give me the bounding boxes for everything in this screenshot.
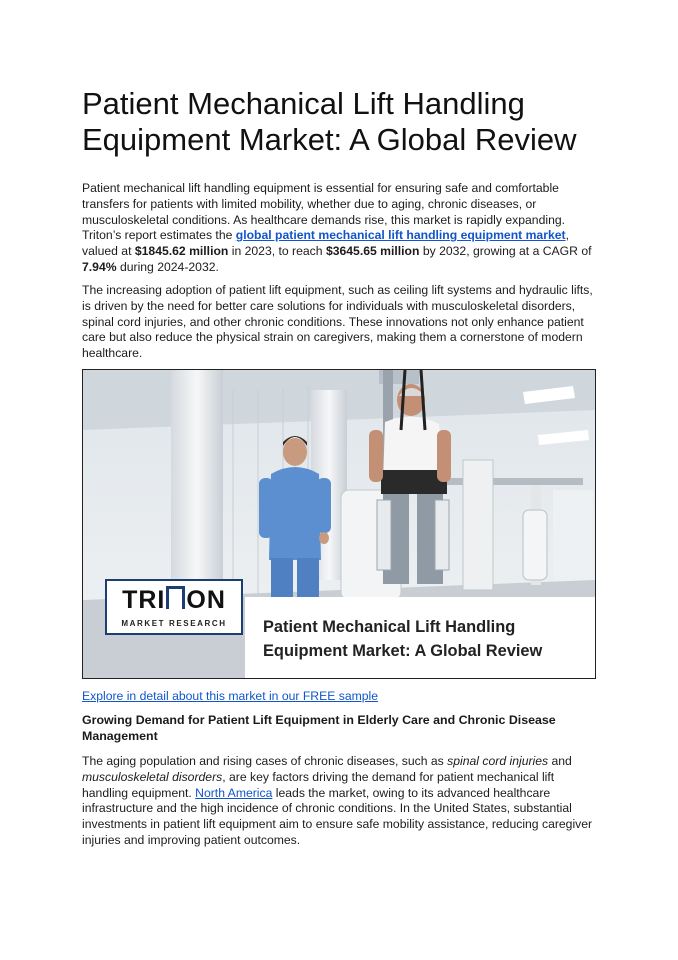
- adoption-paragraph: The increasing adoption of patient lift equipment, such as ceiling lift systems and hydraulic lifts, is driven by the need for better care solutions for individuals with musculoskeletal disorders, spinal cord injuries, and other chronic conditions. These innovations not only enhance patient care but also reduce the physical strain on caregivers, making them a cornerstone of modern healthcare.: [82, 283, 593, 361]
- spinal-cord-injuries: spinal cord injuries: [447, 754, 549, 768]
- logo-wordmark: TRI ON: [122, 586, 226, 614]
- global-market-link[interactable]: global patient mechanical lift handling equipment market: [235, 228, 566, 243]
- musculoskeletal-disorders: musculoskeletal disorders: [82, 769, 223, 784]
- demand-text-3: , are key factors driving the demand for patient mechanical lift handling equipment.: [82, 769, 555, 800]
- north-america-link[interactable]: North America: [195, 785, 273, 800]
- hero-image: [82, 369, 596, 679]
- cagr-value: 7.94%: [82, 259, 117, 274]
- free-sample-link[interactable]: Explore in detail about this market in our FREE sample: [82, 689, 379, 703]
- logo-tower-mark: [166, 586, 185, 609]
- demand-paragraph: [82, 754, 596, 849]
- demand-text-2: and: [548, 754, 572, 768]
- intro-text-1: Patient mechanical lift handling equipment is essential for ensuring safe and comfortable transfers for patients with limited mobility, whether due to aging, chronic diseases, or musculoskeletal conditions. As healthcare demands rise, this market is rapidly expanding. Triton’s report estimates the: [82, 181, 566, 243]
- value-2032: $3645.65 million: [325, 244, 420, 259]
- intro-text-3: in 2023, to reach: [228, 244, 326, 259]
- banner-line-2: Equipment Market: A Global Review: [263, 642, 543, 660]
- hero-caption-banner: [245, 597, 595, 678]
- section-heading: Growing Demand for Patient Lift Equipment in Elderly Care and Chronic Disease Management: [82, 713, 556, 743]
- value-2023: $1845.62 million: [134, 244, 229, 259]
- logo-subtitle: MARKET RESEARCH: [121, 619, 227, 628]
- intro-text-2: , valued at: [82, 228, 569, 259]
- page-title: Patient Mechanical Lift Handling Equipment Market: A Global Review: [82, 86, 577, 157]
- intro-paragraph: [82, 181, 596, 276]
- banner-line-1: Patient Mechanical Lift Handling: [263, 618, 516, 636]
- demand-text-1: The aging population and rising cases of chronic diseases, such as: [82, 754, 448, 768]
- demand-text-4: leads the market, owing to its advanced healthcare infrastructure and the high incidence of chronic conditions. In the United States, substantial investments in patient lift equipment aim to ensure safe mobility assistance, reducing caregiver injuries and improving patient outcomes.: [82, 785, 593, 847]
- intro-text-5: during 2024-2032.: [116, 259, 219, 274]
- triton-logo: [105, 579, 243, 635]
- intro-text-4: by 2032, growing at a CAGR of: [419, 244, 592, 259]
